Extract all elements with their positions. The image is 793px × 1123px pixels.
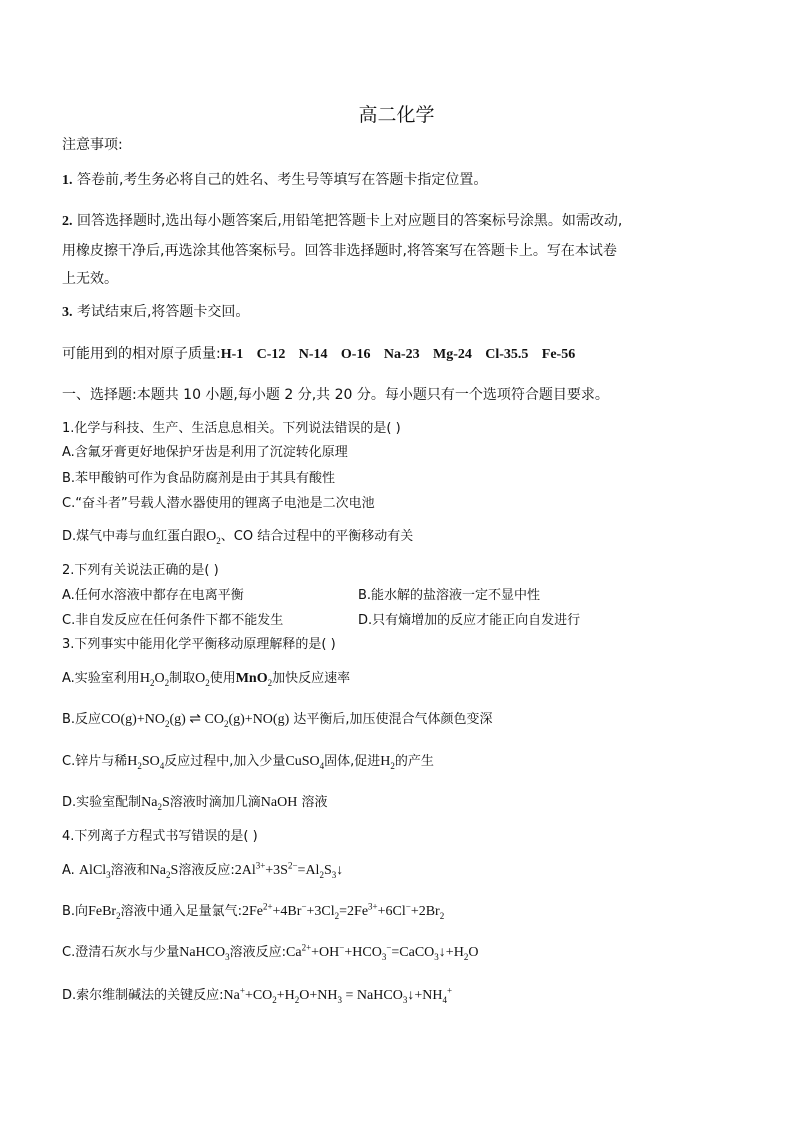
q2-option-a: A.任何水溶液中都存在电离平衡	[62, 588, 244, 603]
page-title: 高二化学	[358, 104, 435, 126]
notice-item-2-cont: 用橡皮擦干净后,再选涂其他答案标号。回答非选择题时,将答案写在答题卡上。写在本试卷	[62, 243, 617, 259]
q4-option-b: B.向FeBr$_2$溶液中通入足量氯气$:2Fe^{2+}+4Br^-+3Cl_2=2Fe^{3+}+6Cl^-+2Br_2$	[62, 901, 445, 921]
q4-option-d: D.索尔维制碱法的关键反应$:Na^++CO_2+H_2O+NH_3$ = $NaHCO_3↓+NH_4^+$	[62, 985, 453, 1005]
q1-option-d: D.煤气中毒与血红蛋白跟$O_2$、CO 结合过程中的平衡移动有关	[62, 529, 414, 546]
notice-item-1: 1. 答卷前,考生务必将自己的姓名、考生号等填写在答题卡指定位置。	[62, 172, 488, 188]
q4-stem: 4.下列离子方程式书写错误的是( )	[62, 829, 258, 844]
notice-heading: 注意事项:	[62, 137, 123, 153]
q2-stem: 2.下列有关说法正确的是( )	[62, 563, 219, 578]
notice-item-2-end: 上无效。	[62, 271, 118, 287]
q2-option-b: B.能水解的盐溶液一定不显中性	[358, 588, 541, 603]
q1-stem: 1.化学与科技、生产、生活息息相关。下列说法错误的是( )	[62, 421, 401, 436]
q3-option-c: C.锌片与稀$H_2SO_4$反应过程中,加入少量CuSO$_4$固体,促进$H_2$的产生	[62, 754, 434, 771]
q1-option-c: C.“奋斗者”号载人潜水器使用的锂离子电池是二次电池	[62, 496, 375, 511]
q3-stem: 3.下列事实中能用化学平衡移动原理解释的是( )	[62, 637, 336, 652]
q3-option-b: B.反应$CO(g)+NO_2(g)$ ⇌ $CO_2(g)+NO(g)$ 达平衡后,加压使混合气体颜色变深	[62, 712, 493, 729]
q4-option-c: C.澄清石灰水与少量NaHCO$_3$溶液反应$:Ca^{2+}+OH^-+HCO_3^-=CaCO_3↓+H_2O$	[62, 942, 479, 962]
atomic-masses: 可能用到的相对原子质量:H-1 C-12 N-14 O-16 Na-23 Mg-24 Cl-35.5 Fe-56	[62, 346, 576, 362]
q1-option-a: A.含氟牙膏更好地保护牙齿是利用了沉淀转化原理	[62, 445, 348, 460]
notice-item-3: 3. 考试结束后,将答题卡交回。	[62, 304, 250, 320]
q2-option-c: C.非自发反应在任何条件下都不能发生	[62, 613, 284, 628]
q4-option-a: A. AlCl$_3$溶液和$Na_2S$溶液反应$:2Al^{3+}+3S^{2-}=Al_2S_3↓$	[62, 860, 344, 880]
q2-option-d: D.只有熵增加的反应才能正向自发进行	[358, 613, 581, 628]
section-heading: 一、选择题:本题共 10 小题,每小题 2 分,共 20 分。每小题只有一个选项符合题目要求。	[62, 387, 609, 403]
notice-item-2: 2. 回答选择题时,选出每小题答案后,用铅笔把答题卡上对应题目的答案标号涂黑。如需改动,	[62, 213, 623, 229]
q3-option-a: A.实验室利用$H_2O_2$制取$O_2$使用MnO$_2$加快反应速率	[62, 671, 351, 688]
q1-option-b: B.苯甲酸钠可作为食品防腐剂是由于其具有酸性	[62, 471, 336, 486]
q3-option-d: D.实验室配制$Na_2S$溶液时滴加几滴NaOH 溶液	[62, 795, 328, 812]
